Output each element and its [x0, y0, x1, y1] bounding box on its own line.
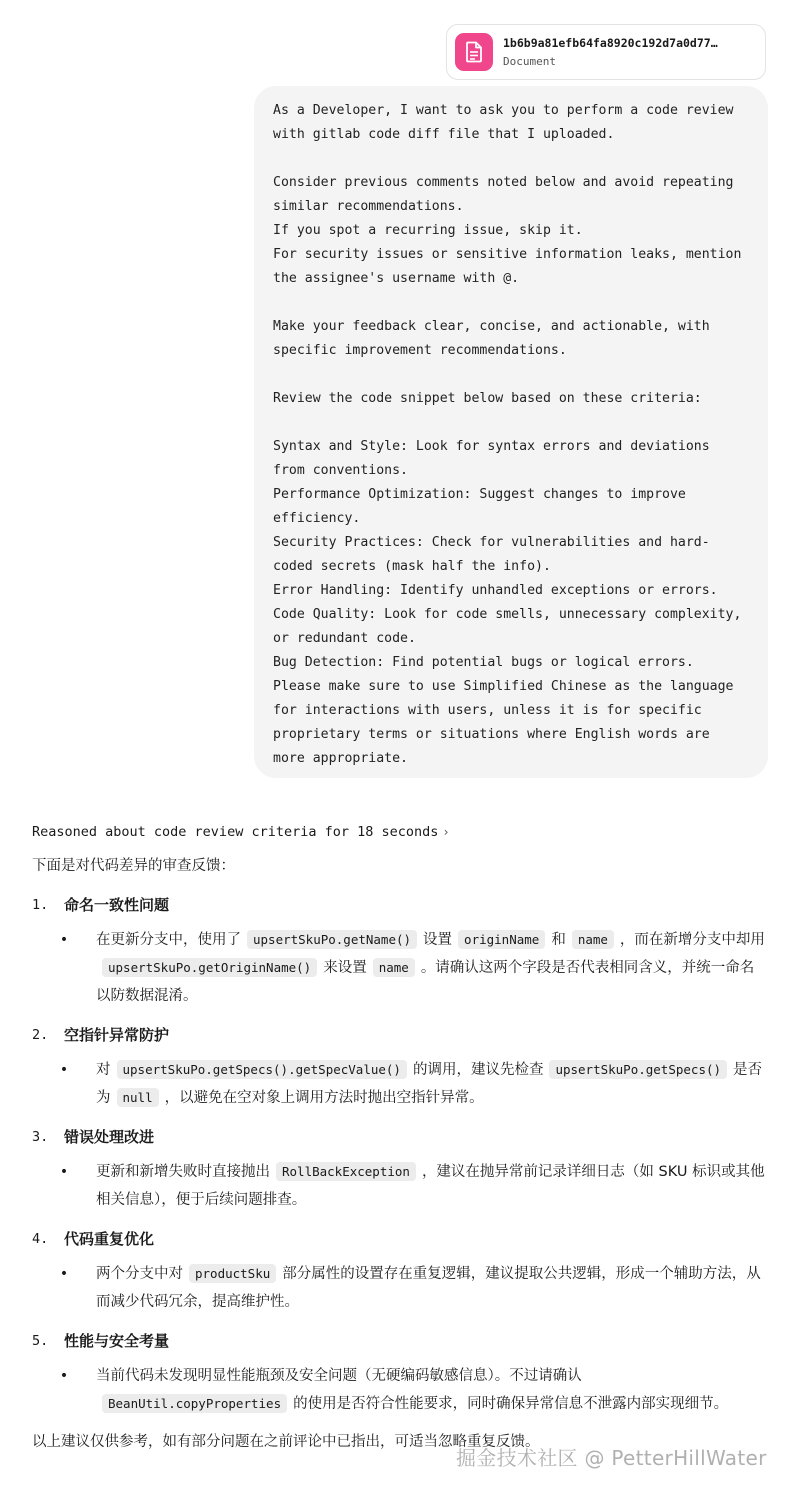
bullet-icon: • [59, 932, 69, 948]
response-intro: 下面是对代码差异的审查反馈： [32, 858, 235, 874]
attachment-filename: 1b6b9a81efb64fa8920c192d7a0d77… [503, 36, 718, 50]
section-title: 空指针异常防护 [64, 1026, 170, 1044]
section-heading [32, 1020, 768, 1050]
text-run: ，而在新增分支中却用 [619, 932, 765, 948]
text-run: 。请确认这两个字段是否代表相同含义，并统一命名以防数据混淆。 [96, 960, 755, 1004]
response-outro: 以上建议仅供参考，如有部分问题在之前评论中已指出，可适当忽略重复反馈。 [32, 1434, 540, 1450]
section-number: 4. [32, 1231, 49, 1247]
text-run: 两个分支中对 [96, 1266, 183, 1282]
review-section [32, 1020, 768, 1112]
section-number: 5. [32, 1333, 49, 1349]
list-item [32, 926, 768, 1010]
bullet-icon: • [59, 1062, 69, 1078]
text-run: 对 [96, 1062, 111, 1078]
text-run: 部分属性的设置存在重复逻辑，建议提取公共逻辑，形成一个辅助方法，从而减少代码冗余，提高维护性。 [96, 1266, 761, 1310]
list-item [32, 1362, 768, 1418]
section-number: 1. [32, 897, 49, 913]
section-title: 性能与安全考量 [64, 1332, 170, 1350]
text-run: ，建议在抛异常前记录详细日志（如 SKU 标识或其他相关信息），便于后续问题排查。 [96, 1164, 765, 1208]
inline-code: upsertSkuPo.getSpecs().getSpecValue() [117, 1060, 407, 1079]
inline-code: upsertSkuPo.getOriginName() [102, 958, 317, 977]
list-item [32, 1158, 768, 1214]
document-icon [455, 33, 493, 71]
text-run: 更新和新增失败时直接抛出 [96, 1164, 270, 1180]
list-item-text [96, 1056, 768, 1112]
inline-code: name [572, 930, 614, 949]
inline-code: productSku [189, 1264, 276, 1283]
section-number: 3. [32, 1129, 49, 1145]
list-item [32, 1056, 768, 1112]
text-run: 是否为 [96, 1062, 763, 1106]
review-section [32, 890, 768, 1010]
text-run: ，以避免在空对象上调用方法时抛出空指针异常。 [164, 1090, 484, 1106]
review-section [32, 1224, 768, 1316]
text-run: 的使用是否符合性能要求，同时确保异常信息不泄露内部实现细节。 [293, 1396, 729, 1412]
bullet-icon: • [59, 1164, 69, 1180]
section-number: 2. [32, 1027, 49, 1043]
reasoning-toggle[interactable] [32, 824, 450, 840]
list-item-text [96, 1158, 768, 1214]
inline-code: originName [458, 930, 545, 949]
attachment-type: Document [503, 55, 556, 68]
text-run: 的调用，建议先检查 [412, 1062, 544, 1078]
list-item [32, 1260, 768, 1316]
section-heading [32, 890, 768, 920]
inline-code: RollBackException [276, 1162, 416, 1181]
list-item-text [96, 1260, 768, 1316]
text-run: 当前代码未发现明显性能瓶颈及安全问题（无硬编码敏感信息）。不过请确认 [96, 1368, 582, 1384]
inline-code: upsertSkuPo.getName() [247, 930, 417, 949]
list-item-text [96, 1362, 768, 1418]
text-run: 在更新分支中，使用了 [96, 932, 241, 948]
bullet-icon: • [59, 1266, 69, 1282]
text-run: 来设置 [323, 960, 367, 976]
text-run: 设置 [423, 932, 453, 948]
review-section [32, 1122, 768, 1214]
section-heading [32, 1224, 768, 1254]
inline-code: null [117, 1088, 159, 1107]
review-sections [32, 890, 768, 1418]
section-title: 错误处理改进 [64, 1128, 155, 1146]
list-item-text [96, 926, 768, 1010]
review-section [32, 1326, 768, 1418]
assistant-response [32, 852, 768, 1471]
reasoning-label: Reasoned about code review criteria for 18 seconds [32, 824, 439, 840]
section-heading [32, 1122, 768, 1152]
section-title: 代码重复优化 [64, 1230, 155, 1248]
chevron-right-icon: › [442, 825, 450, 839]
bullet-icon: • [59, 1368, 69, 1384]
inline-code: name [373, 958, 415, 977]
text-run: 和 [551, 932, 566, 948]
inline-code: BeanUtil.copyProperties [102, 1394, 287, 1413]
section-heading [32, 1326, 768, 1356]
user-message-text: As a Developer, I want to ask you to perform a code review with gitlab code diff file that I uploaded. Consider previous comments noted below and avoid repeating similar recommendations. If you spot a recurring issue, skip it. For security issues or sensitive information leaks, mention the assignee's username with @. Make your feedback clear, concise, and actionable, with specific improvement recommendations. Review the code snippet below based on these criteria: Syntax and Style: Look for syntax errors and deviations from conventions. Performance Optimization: Suggest changes to improve efficiency. Security Practices: Check for vulnerabilities and hard- coded secrets (mask half the info). Error Handling: Identify unhandled exceptions or errors. Code Quality: Look for code smells, unnecessary complexity, or redundant code. Bug Detection: Find potential bugs or logical errors. Please make sure to use Simplified Chinese as the language for interactions with users, unless it is for specific proprietary terms or situations where English words are more appropriate. [273, 103, 742, 766]
inline-code: upsertSkuPo.getSpecs() [549, 1060, 727, 1079]
file-attachment-card[interactable] [446, 24, 766, 80]
user-message-bubble [254, 86, 768, 778]
section-title: 命名一致性问题 [64, 896, 170, 914]
watermark: 掘金技术社区 @ PetterHillWater [456, 1446, 767, 1470]
